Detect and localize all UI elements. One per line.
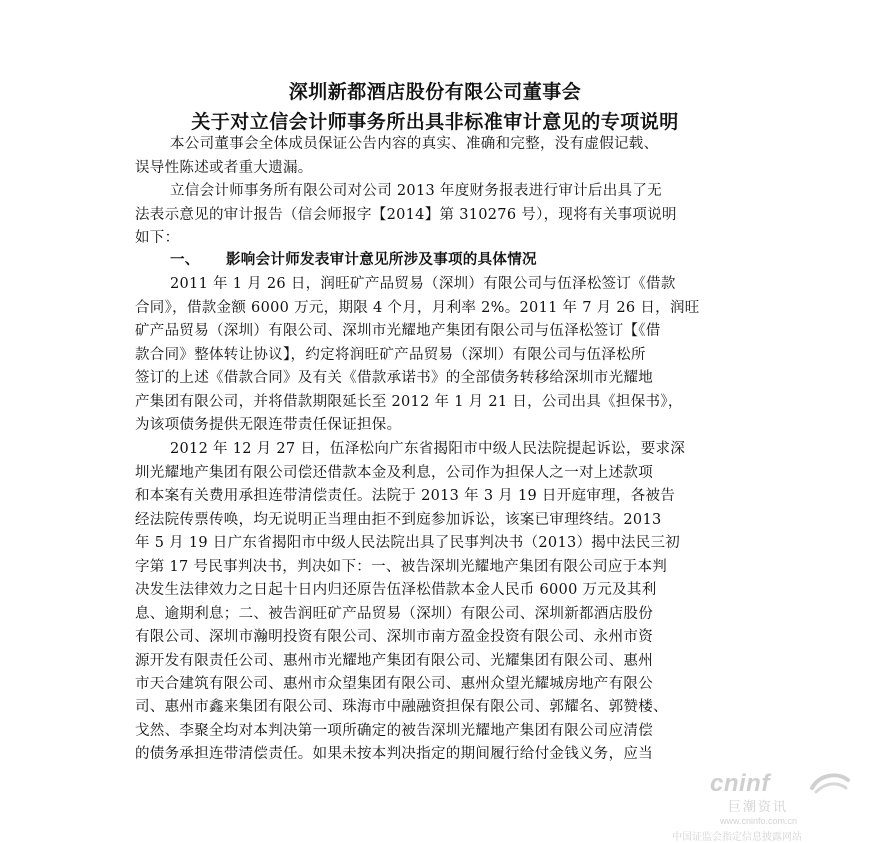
- body-line: 和本案有关费用承担连带清偿责任。法院于 2013 年 3 月 19 日开庭审理，各被告: [135, 488, 676, 504]
- body-line: 年 5 月 19 日广东省揭阳市中级人民法院出具了民事判决书（2013）揭中法民三初: [135, 535, 681, 551]
- body-line: 2012 年 12 月 27 日，伍泽松向广东省揭阳市中级人民法院提起诉讼，要求深: [170, 441, 686, 457]
- watermark-tagline: 中国证监会指定信息披露网站: [672, 832, 802, 843]
- body-line: 源开发有限责任公司、惠州市光耀地产集团有限公司、光耀集团有限公司、惠州: [135, 653, 653, 669]
- section-number: 一、: [170, 251, 200, 268]
- body-line: 为该项债务提供无限连带责任保证担保。: [135, 417, 402, 433]
- body-line: 有限公司、深圳市瀚明投资有限公司、深圳市南方盈金投资有限公司、永州市资: [135, 629, 653, 645]
- body-line: 签订的上述《借款合同》及有关《借款承诺书》的全部债务转移给深圳市光耀地: [135, 370, 653, 386]
- body-line: 戈然、李聚全均对本判决第一项所确定的被告深圳光耀地产集团有限公司应清偿: [135, 723, 653, 739]
- watermark-brand-cn: 巨潮资讯: [728, 800, 789, 815]
- section-heading-text: 影响会计师发表审计意见所涉及事项的具体情况: [226, 251, 537, 268]
- body-line: 产集团有限公司，并将借款期限延长至 2012 年 1 月 21 日，公司出具《担保书》，: [135, 394, 683, 410]
- body-line: 市天合建筑有限公司、惠州市众望集团有限公司、惠州众望光耀城房地产有限公: [135, 676, 653, 692]
- body-line: 2011 年 1 月 26 日，润旺矿产品贸易（深圳）有限公司与伍泽松签订《借款: [170, 276, 676, 292]
- document-title: 深圳新都酒店股份有限公司董事会: [288, 81, 582, 103]
- body-line: 款合同》整体转让协议】，约定将润旺矿产品贸易（深圳）有限公司与伍泽松所: [135, 347, 646, 363]
- body-line: 决发生法律效力之日起十日内归还原告伍泽松借款本金人民币 6000 万元及其利: [135, 582, 657, 598]
- swoosh-logo-icon: [808, 770, 852, 798]
- body-line: 的债务承担连带清偿责任。如果未按本判决指定的期间履行给付金钱义务，应当: [135, 746, 653, 762]
- cninfo-watermark: [672, 770, 860, 843]
- watermark-url: www.cninfo.com.cn: [720, 816, 798, 826]
- body-line: 本公司董事会全体成员保证公告内容的真实、准确和完整，没有虚假记载、: [170, 136, 659, 152]
- body-line: 司、惠州市鑫来集团有限公司、珠海市中融融资担保有限公司、郭耀名、郭赞楼、: [135, 699, 668, 715]
- body-line: 圳光耀地产集团有限公司偿还借款本金及利息，公司作为担保人之一对上述款项: [135, 465, 653, 481]
- watermark-brand: cninf: [710, 770, 770, 797]
- body-line: 立信会计师事务所有限公司对公司 2013 年度财务报表进行审计后出具了无: [170, 183, 662, 199]
- body-line: 经法院传票传唤，均无说明正当理由拒不到庭参加诉讼，该案已审理终结。2013: [135, 512, 662, 528]
- document-subtitle: 关于对立信会计师事务所出具非标准审计意见的专项说明: [191, 111, 679, 133]
- body-line: 法表示意见的审计报告（信会师报字【2014】第 310276 号），现将有关事项说明: [135, 207, 677, 223]
- section-heading: [170, 250, 537, 270]
- body-line: 如下：: [135, 230, 180, 246]
- body-line: 误导性陈述或者重大遗漏。: [135, 160, 313, 176]
- body-line: 合同》，借款金额 6000 万元，期限 4 个月，月利率 2%。2011 年 7 月 26 日，润旺: [135, 300, 700, 316]
- body-line: 矿产品贸易（深圳）有限公司、深圳市光耀地产集团有限公司与伍泽松签订【《借: [135, 323, 661, 339]
- body-line: 字第 17 号民事判决书，判决如下：一、被告深圳光耀地产集团有限公司应于本判: [135, 559, 668, 575]
- body-line: 息、逾期利息；二、被告润旺矿产品贸易（深圳）有限公司、深圳新都酒店股份: [135, 606, 653, 622]
